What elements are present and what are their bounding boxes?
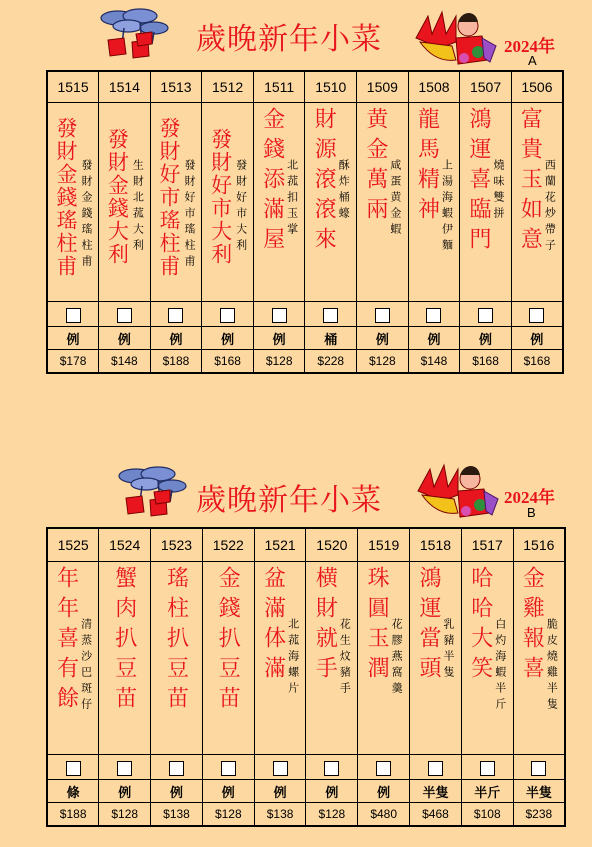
order-checkbox[interactable] [272,308,287,323]
item-unit: 半隻 [513,780,565,803]
dish-description: 生財北菰大利 [131,159,145,255]
item-code: 1511 [253,71,305,103]
mushroom-illustration-icon [94,4,184,66]
dish-description: 花生炆豬手 [338,618,352,698]
item-price: $108 [461,803,513,827]
dish-description: 西蘭花炒帶子 [543,159,557,255]
dish-cell [99,103,151,302]
dish-cell [47,103,99,302]
item-code: 1515 [47,71,99,103]
item-unit: 半斤 [461,780,513,803]
row-item-unit [47,327,563,350]
dish-cell [202,562,254,755]
mushroom-illustration-icon [112,462,202,524]
dish-name: 鴻運當頭 [415,566,441,686]
item-price: $168 [511,350,563,374]
dish-name: 年年喜有餘 [53,566,79,716]
dish-cell [253,103,305,302]
order-checkbox-cell [151,755,203,780]
item-price: $128 [99,803,151,827]
dish-description: 咸蛋黄金蝦 [388,159,402,239]
item-code: 1517 [461,528,513,562]
dish-cell [511,103,563,302]
menu-set-label: A [528,53,537,68]
order-checkbox[interactable] [531,761,546,776]
order-checkbox[interactable] [221,761,236,776]
order-checkbox-cell [47,755,99,780]
dish-wrap [151,103,202,301]
order-checkbox[interactable] [478,308,493,323]
dish-cell [254,562,306,755]
dish-wrap [514,562,564,754]
dish-name: 金錢添滿屋 [259,107,285,257]
dish-wrap [305,103,356,301]
order-checkbox-cell [202,755,254,780]
item-code: 1519 [358,528,410,562]
item-unit: 例 [254,780,306,803]
order-checkbox-cell [47,302,99,327]
dish-cell [358,562,410,755]
item-unit: 例 [306,780,358,803]
item-code: 1518 [410,528,462,562]
dish-wrap [48,103,98,301]
item-code: 1525 [47,528,99,562]
dish-description: 發財金錢瑤柱甫 [80,159,94,271]
dish-wrap [460,103,511,301]
item-code: 1516 [513,528,565,562]
menu-year: 2024年 [504,488,555,507]
item-code: 1507 [460,71,512,103]
item-price: $188 [150,350,202,374]
item-unit: 條 [47,780,99,803]
menu-section-b [0,455,592,821]
order-checkbox-cell [202,302,254,327]
item-price: $128 [306,803,358,827]
dish-wrap [99,562,150,754]
menu-set-label: B [527,505,536,520]
dish-cell [410,562,462,755]
dish-name: 珠圓玉潤 [364,566,390,686]
dish-name: 發財好市瑤柱甫 [156,116,181,278]
order-checkbox-cell [357,302,409,327]
dish-cell [408,103,460,302]
item-price: $168 [460,350,512,374]
item-unit: 半隻 [410,780,462,803]
dish-name: 金錢扒豆苗 [215,566,241,716]
dish-name: 鴻運喜臨門 [466,107,492,257]
item-code: 1506 [511,71,563,103]
item-price: $138 [151,803,203,827]
order-checkbox[interactable] [324,761,339,776]
order-checkbox-cell [410,755,462,780]
dish-description: 上湯海蝦伊麵 [440,159,454,255]
dish-cell [461,562,513,755]
item-unit: 例 [408,327,460,350]
dish-description: 發財好市大利 [234,159,248,255]
item-code: 1510 [305,71,357,103]
order-checkbox[interactable] [376,761,391,776]
dish-wrap [306,562,357,754]
order-checkbox-cell [253,302,305,327]
dish-cell [150,103,202,302]
dish-name: 盆滿体滿 [260,566,286,686]
item-unit: 例 [99,327,151,350]
order-checkbox[interactable] [220,308,235,323]
dish-description: 發財好市瑤柱甫 [182,159,196,271]
item-code: 1521 [254,528,306,562]
item-code: 1513 [150,71,202,103]
order-checkbox-cell [460,302,512,327]
item-code: 1520 [306,528,358,562]
item-unit: 例 [460,327,512,350]
dish-wrap [357,103,408,301]
menu-section-a [0,0,592,368]
order-checkbox[interactable] [117,761,132,776]
dish-wrap [462,562,513,754]
row-item-price [47,350,563,374]
order-checkbox-cell [511,302,563,327]
menu-title: 歲晚新年小菜 [196,22,382,57]
item-unit: 例 [511,327,563,350]
dish-wrap [202,103,253,301]
row-dish-cell [47,103,563,302]
item-unit: 例 [202,780,254,803]
item-code: 1509 [357,71,409,103]
dish-cell [306,562,358,755]
order-checkbox-cell [408,302,460,327]
item-unit: 例 [202,327,254,350]
dish-name: 發財好市大利 [208,128,233,266]
dish-name: 富貴玉如意 [517,107,543,257]
item-price: $148 [408,350,460,374]
item-unit: 例 [150,327,202,350]
dish-name: 横財就手 [312,566,338,686]
item-unit: 例 [358,780,410,803]
dish-wrap [409,103,460,301]
dish-cell [47,562,99,755]
dish-cell [460,103,512,302]
dish-wrap [255,562,306,754]
dish-wrap [410,562,461,754]
dish-name: 黄金萬兩 [362,107,388,227]
menu-title: 歲晚新年小菜 [196,483,382,518]
order-checkbox-cell [99,302,151,327]
dish-wrap [512,103,562,301]
item-price: $188 [47,803,99,827]
section-header [0,455,592,525]
order-checkbox[interactable] [375,308,390,323]
dish-cell [305,103,357,302]
dish-cell [99,562,151,755]
dish-wrap [99,103,150,301]
dish-description: 燒味雙拼 [492,159,506,223]
menu-year: 2024年 [504,37,555,56]
dish-description: 北菰扣玉掌 [285,159,299,239]
item-price: $148 [99,350,151,374]
dish-wrap [358,562,409,754]
item-unit: 例 [47,327,99,350]
dish-name: 發財金錢大利 [105,128,130,266]
item-price: $138 [254,803,306,827]
item-price: $178 [47,350,99,374]
dish-name: 龍馬精神 [414,107,440,227]
dish-description: 乳豬半隻 [441,618,455,682]
item-price: $228 [305,350,357,374]
dish-wrap [48,562,98,754]
item-price: $480 [358,803,410,827]
order-checkbox-cell [513,755,565,780]
row-item-code [47,528,565,562]
dish-name: 財源滾滾來 [311,107,337,257]
menu-table [46,527,566,827]
section-header [0,0,592,70]
item-unit: 例 [151,780,203,803]
item-unit: 例 [253,327,305,350]
order-checkbox-cell [99,755,151,780]
row-dish-cell [47,562,565,755]
dish-description: 白灼海蝦半斤 [493,618,507,714]
order-checkbox[interactable] [168,308,183,323]
row-item-price [47,803,565,827]
dish-description: 脆皮燒雞半隻 [545,618,559,714]
order-checkbox[interactable] [273,761,288,776]
dish-name: 金雞報喜 [519,566,545,686]
row-item-code [47,71,563,103]
item-code: 1522 [202,528,254,562]
row-item-unit [47,780,565,803]
order-checkbox-cell [305,302,357,327]
order-checkbox[interactable] [169,761,184,776]
lion-dance-illustration-icon [412,8,502,74]
order-checkbox[interactable] [426,308,441,323]
dish-wrap [151,562,202,754]
dish-description: 花膠燕窩羹 [390,618,404,698]
dish-name: 蟹肉扒豆苗 [111,566,137,716]
dish-cell [202,103,254,302]
order-checkbox[interactable] [66,761,81,776]
order-checkbox[interactable] [117,308,132,323]
item-price: $168 [202,350,254,374]
dish-wrap [203,562,254,754]
item-code: 1523 [151,528,203,562]
item-unit: 例 [99,780,151,803]
order-checkbox[interactable] [428,761,443,776]
item-code: 1508 [408,71,460,103]
row-order-checkbox-cell [47,302,563,327]
order-checkbox-cell [306,755,358,780]
dish-name: 發財金錢瑤柱甫 [54,116,79,278]
dish-wrap [254,103,305,301]
item-price: $468 [410,803,462,827]
order-checkbox-cell [254,755,306,780]
item-price: $128 [253,350,305,374]
order-checkbox-cell [358,755,410,780]
item-unit: 例 [357,327,409,350]
dish-cell [513,562,565,755]
dish-cell [151,562,203,755]
order-checkbox[interactable] [529,308,544,323]
item-unit: 桶 [305,327,357,350]
dish-name: 哈哈大笑 [467,566,493,686]
item-code: 1524 [99,528,151,562]
item-code: 1512 [202,71,254,103]
lion-dance-illustration-icon [414,461,504,527]
item-price: $238 [513,803,565,827]
dish-description: 酥炸桶蠔 [337,159,351,223]
item-price: $128 [357,350,409,374]
dish-name: 瑤柱扒豆苗 [163,566,189,716]
order-checkbox[interactable] [480,761,495,776]
dish-cell [357,103,409,302]
dish-description: 北菰海螺片 [286,618,300,698]
order-checkbox-cell [461,755,513,780]
item-price: $128 [202,803,254,827]
dish-description: 清蒸沙巴斑仔 [79,618,93,714]
row-order-checkbox-cell [47,755,565,780]
menu-table [46,70,564,374]
order-checkbox[interactable] [66,308,81,323]
order-checkbox-cell [150,302,202,327]
item-code: 1514 [99,71,151,103]
order-checkbox[interactable] [323,308,338,323]
